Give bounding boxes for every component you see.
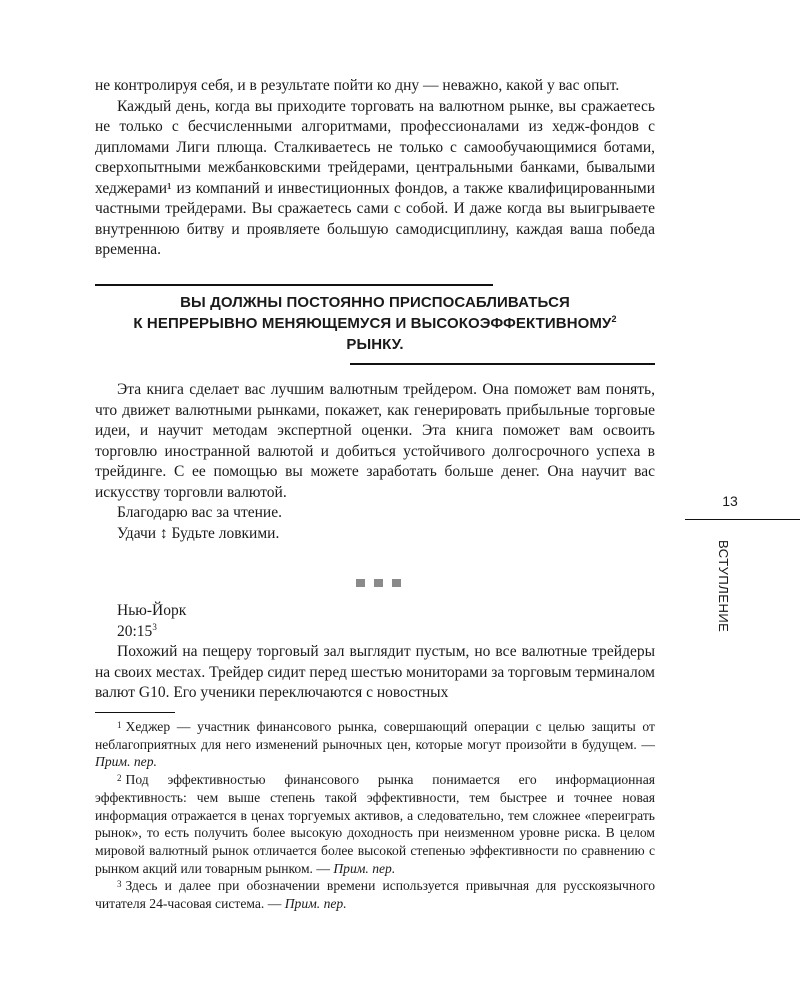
sidebar-rule <box>685 519 800 520</box>
time-line: $20:15^3$ <box>117 621 157 640</box>
paragraph: Эта книга сделает вас лучшим валютным трейдером. Она поможет вам понять, что движет валютными рынками, покажет, как генерировать прибыльные торговые идеи, и научит методам экспертной оценки. Эта книга поможет вам освоить торговлю иностранной валютой и добиться устойчивого долгосрочного успеха в трейдинге. С ее помощью вы можете заработать больше денег. Она научит вас искусству торговли валютой. <box>95 381 655 501</box>
footnote-1: $^1$ Хеджер — участник финансового рынка, совершающий операции с целью защиты от неблагоприятных для него изменений рыночных цен, которые могут произойти в будущем. — Прим. пер. <box>95 719 655 770</box>
footnote-rule <box>95 712 175 713</box>
heading-line-2: К НЕПРЕРЫВНО МЕНЯЮЩЕМУСЯ И ВЫСОКОЭФФЕКТИВНОМУ$^2$ <box>133 314 617 332</box>
section-heading <box>95 292 655 355</box>
paragraph: Похожий на пещеру торговый зал выглядит пустым, но все валютные трейдеры на своих местах. Трейдер сидит перед шестью мониторами за торговым терминалом валют G10. Его ученики переключаются с новостных <box>95 643 655 701</box>
footnote-2: $^2$ Под эффективностью финансового рынка понимается его информационная эффективность: чем выше степень такой эффективности, тем быстрее и точнее новая информация отражается в ценах торгуемых активов, а следовательно, тем сложнее «переиграть рынок», то есть получить более высокую доходность при неизменном уровне риска. В целом мировой валютный рынок отличается более высокой степенью эффективности по сравнению с рынком акций или товарным рынком. — Прим. пер. <box>95 772 655 876</box>
paragraph: Каждый день, когда вы приходите торговать на валютном рынке, вы сражаетесь не только с бесчисленными алгоритмами, профессионалами из хедж-фондов с дипломами Лиги плюща. Сталкиваетесь не только с самообучающимися ботами, сверхопытными межбанковскими трейдерами, центральными банками, бывалыми хеджерами¹ из компаний и инвестиционных фондов, а также квалифицированными частными трейдерами. Вы сражаетесь сами с собой. И даже когда вы выигрываете внутреннюю битву и проявляете большую самодисциплину, каждая ваша победа временна. <box>95 97 655 258</box>
footnotes <box>95 718 655 913</box>
paragraph: Удачи ↕ Будьте ловкими. <box>117 524 280 542</box>
body-text-bottom <box>95 601 655 704</box>
paragraph: Благодарю вас за чтение. <box>117 504 282 521</box>
heading-bottom-rule <box>350 363 655 365</box>
footnote-3: $^3$ Здесь и далее при обозначении времени используется привычная для русскоязычного читателя 24-часовая система. — Прим. пер. <box>95 878 655 912</box>
separator-square <box>356 579 365 587</box>
section-label: ВСТУПЛЕНИЕ <box>716 540 731 633</box>
body-text-middle <box>95 380 655 544</box>
section-separator <box>356 574 410 592</box>
separator-square <box>392 579 401 587</box>
heading-line-3: РЫНКУ. <box>346 336 404 353</box>
place-line: Нью-Йорк <box>117 602 187 619</box>
heading-line-1: ВЫ ДОЛЖНЫ ПОСТОЯННО ПРИСПОСАБЛИВАТЬСЯ <box>180 294 570 311</box>
heading-top-rule <box>95 284 493 286</box>
footnote-ref-3: 3 <box>152 621 157 632</box>
paragraph: не контролируя себя, и в результате пойти ко дну — неважно, какой у вас опыт. <box>95 77 620 94</box>
body-text-top <box>95 76 655 261</box>
page-number: 13 <box>722 493 738 509</box>
footnote-ref-2: 2 <box>611 314 617 324</box>
separator-square <box>374 579 383 587</box>
